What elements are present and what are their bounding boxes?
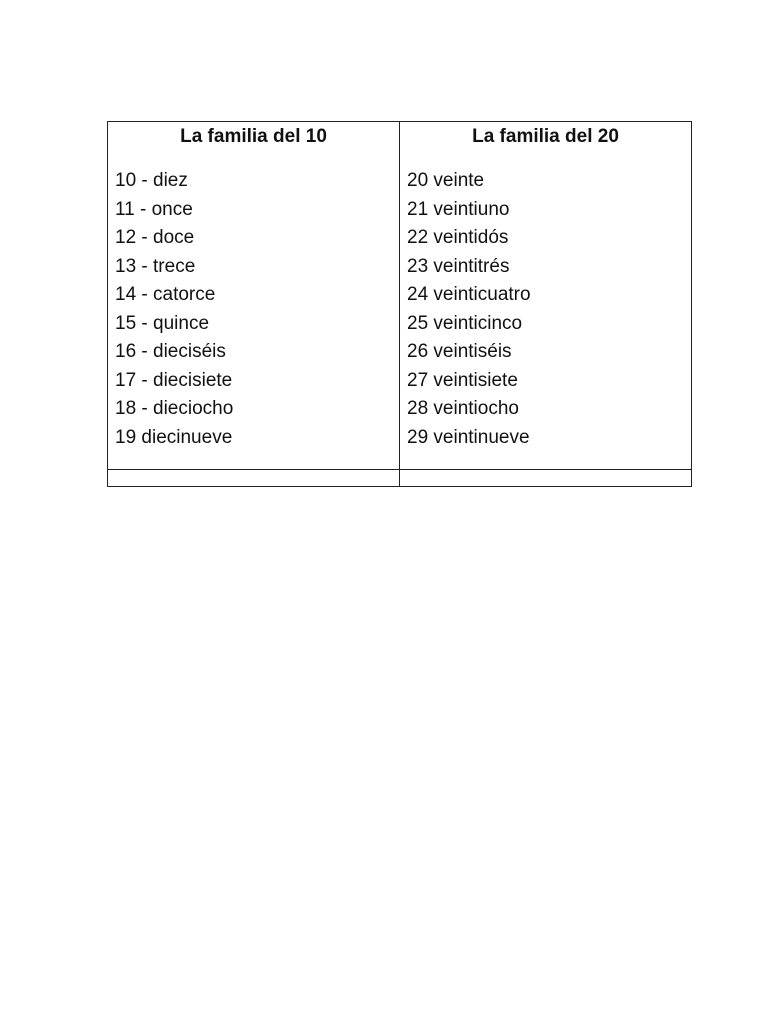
column-familia-10 [108,122,400,470]
number-list [407,167,684,452]
column-header: La familia del 10 [180,126,327,147]
list-item: 25 veinticinco [407,312,523,334]
list-item: 23 veintitrés [407,255,510,277]
table-row-empty [108,470,692,487]
list-item: 19 diecinueve [115,426,233,448]
list-item: 17 - diecisiete [115,369,233,391]
list-item: 12 - doce [115,227,195,248]
column-familia-20 [400,122,692,470]
list-item: 10 - diez [115,170,188,191]
column-header: La familia del 20 [472,126,619,147]
numbers-table [107,121,692,487]
list-item: 28 veintiocho [407,398,519,419]
list-item: 15 - quince [115,312,210,334]
list-item: 21 veintiuno [407,198,510,220]
list-item: 26 veintiséis [407,341,512,362]
empty-cell [108,470,400,487]
list-item: 13 - trece [115,255,196,277]
list-item: 11 - once [115,198,193,220]
list-item: 29 veintinueve [407,426,530,448]
list-item: 14 - catorce [115,284,216,305]
list-item: 24 veinticuatro [407,284,531,305]
empty-cell [400,470,692,487]
list-item: 27 veintisiete [407,369,518,391]
list-item: 20 veinte [407,170,485,191]
list-item: 18 - dieciocho [115,398,234,419]
list-item: 16 - dieciséis [115,341,226,362]
table-row-main [108,122,692,470]
list-item: 22 veintidós [407,227,509,248]
number-list [115,167,392,452]
